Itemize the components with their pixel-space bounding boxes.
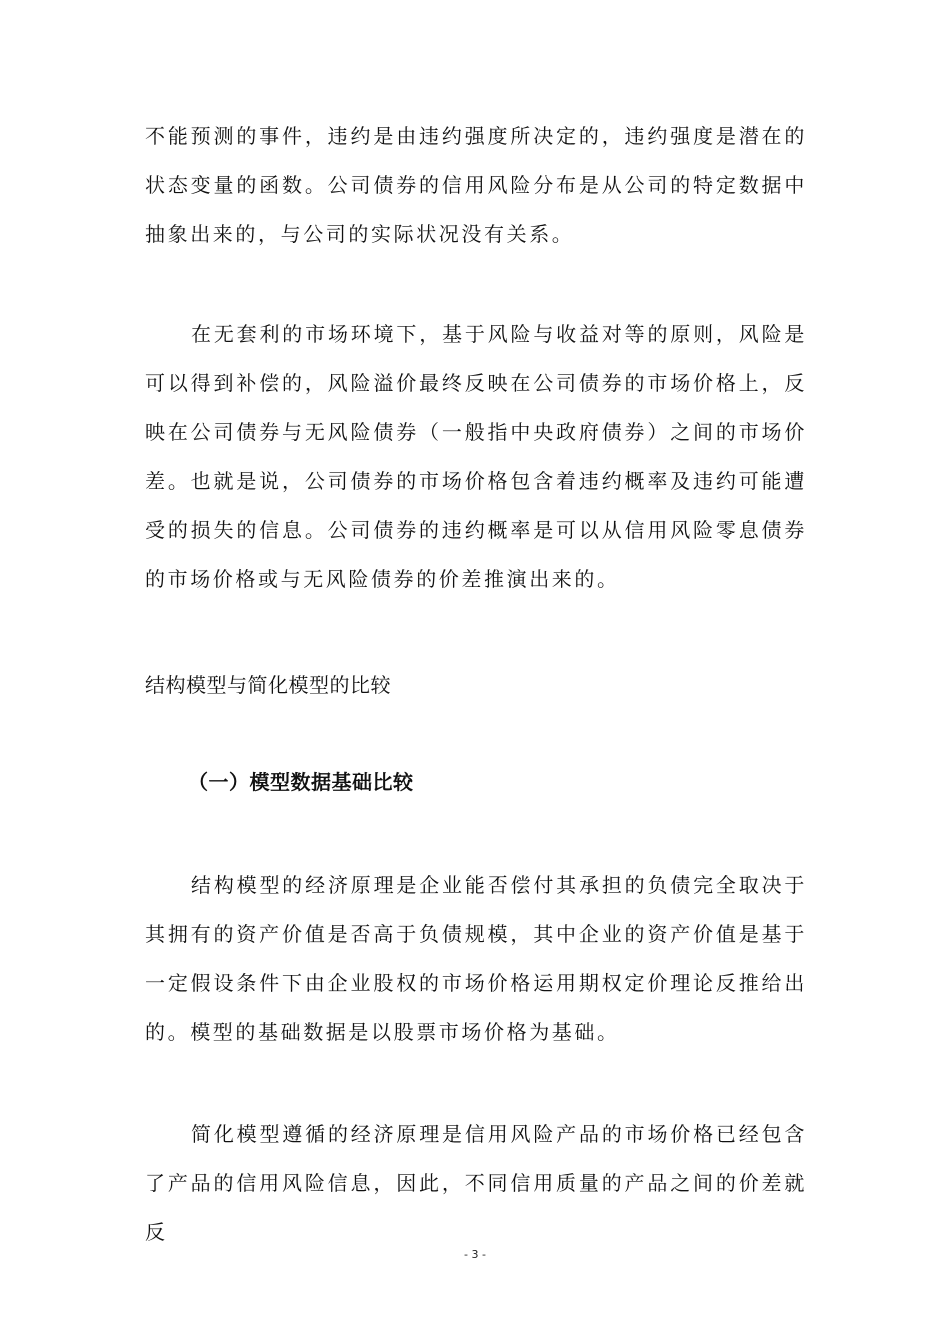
paragraph-reduced-form-model: 简化模型遵循的经济原理是信用风险产品的市场价格已经包含了产品的信用风险信息，因此，不同信用质量的产品之间的价差就反 bbox=[145, 1122, 807, 1244]
section-heading: 结构模型与简化模型的比较 bbox=[145, 673, 391, 697]
paragraph-default-intensity: 不能预测的事件，违约是由违约强度所决定的，违约强度是潜在的状态变量的函数。公司债券的信用风险分布是从公司的特定数据中抽象出来的，与公司的实际状况没有关系。 bbox=[145, 124, 807, 246]
paragraph-structural-model: 结构模型的经济原理是企业能否偿付其承担的负债完全取决于其拥有的资产价值是否高于负债规模，其中企业的资产价值是基于一定假设条件下由企业股权的市场价格运用期权定价理论反推给出的。模型的基础数据是以股票市场价格为基础。 bbox=[145, 873, 807, 1044]
subsection-heading: （一）模型数据基础比较 bbox=[188, 770, 414, 794]
paragraph-no-arbitrage: 在无套利的市场环境下，基于风险与收益对等的原则，风险是可以得到补偿的，风险溢价最终反映在公司债券的市场价格上，反映在公司债券与无风险债券（一般指中央政府债券）之间的市场价差。也就是说，公司债券的市场价格包含着违约概率及违约可能遭受的损失的信息。公司债券的违约概率是可以从信用风险零息债券的市场价格或与无风险债券的价差推演出来的。 bbox=[145, 322, 807, 591]
page-number: - 3 - bbox=[464, 1248, 486, 1261]
